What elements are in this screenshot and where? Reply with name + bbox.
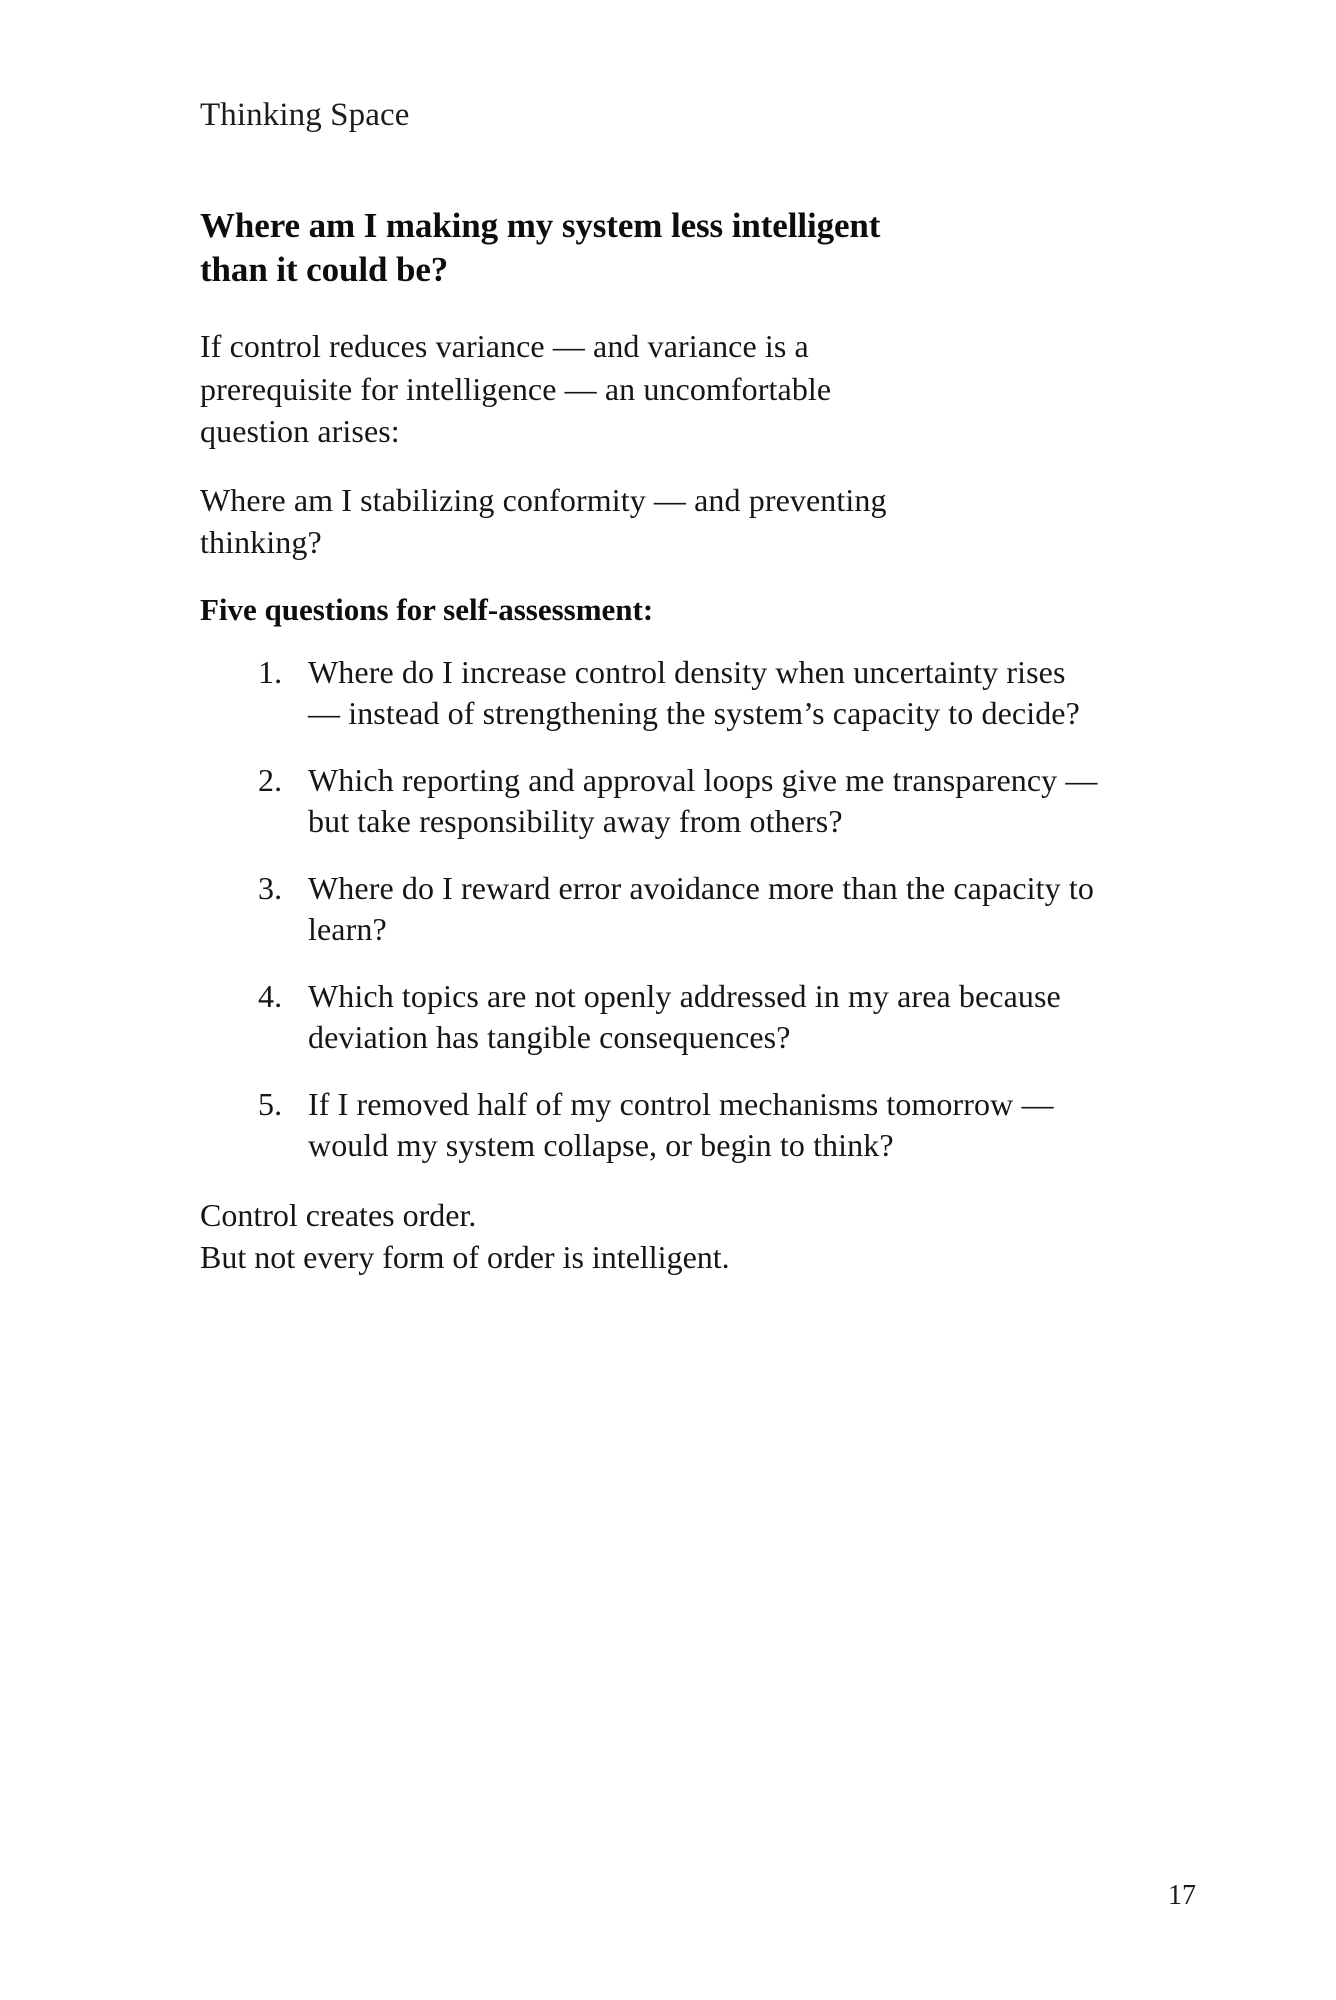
list-item (200, 652, 1098, 734)
list-item-number: 4. (258, 977, 283, 1014)
body-paragraph-1: If control reduces variance — and variance is a prerequisite for intelligence — an uncomfortable question arises: (200, 328, 832, 450)
page-number: 17 (1168, 1880, 1196, 1911)
section-heading: Where am I making my system less intelligent than it could be? (200, 205, 881, 290)
running-header: Thinking Space (200, 97, 410, 133)
list-item-text: If I removed half of my control mechanisms tomorrow — would my system collapse, or begin to think? (308, 1085, 1054, 1163)
list-item-text: Where do I reward error avoidance more than the capacity to learn? (308, 870, 1094, 947)
list-lead-in: Five questions for self-assessment: (200, 591, 654, 627)
list-item (200, 868, 1098, 950)
list-item-text: Where do I increase control density when uncertainty rises — instead of strengthening the system’s capacity to decide? (308, 654, 1080, 732)
body-paragraph-2: Where am I stabilizing conformity — and preventing thinking? (200, 481, 887, 561)
list-item (200, 1084, 1098, 1166)
list-item-text: Which topics are not openly addressed in my area because deviation has tangible consequences? (308, 977, 1061, 1055)
list-item-number: 2. (258, 762, 283, 799)
list-item-number: 3. (258, 870, 283, 907)
closing-statement (200, 1194, 1196, 1279)
closing-line-2: But not every form of order is intelligent. (200, 1239, 730, 1276)
list-item-number: 5. (258, 1085, 283, 1122)
list-item-text: Which reporting and approval loops give me transparency — but take responsibility away from others? (308, 762, 1098, 840)
self-assessment-question-list (200, 652, 1196, 1166)
list-item-number: 1. (258, 654, 283, 691)
closing-line-1: Control creates order. (200, 1196, 477, 1233)
list-item (200, 760, 1098, 842)
list-item (200, 976, 1098, 1058)
